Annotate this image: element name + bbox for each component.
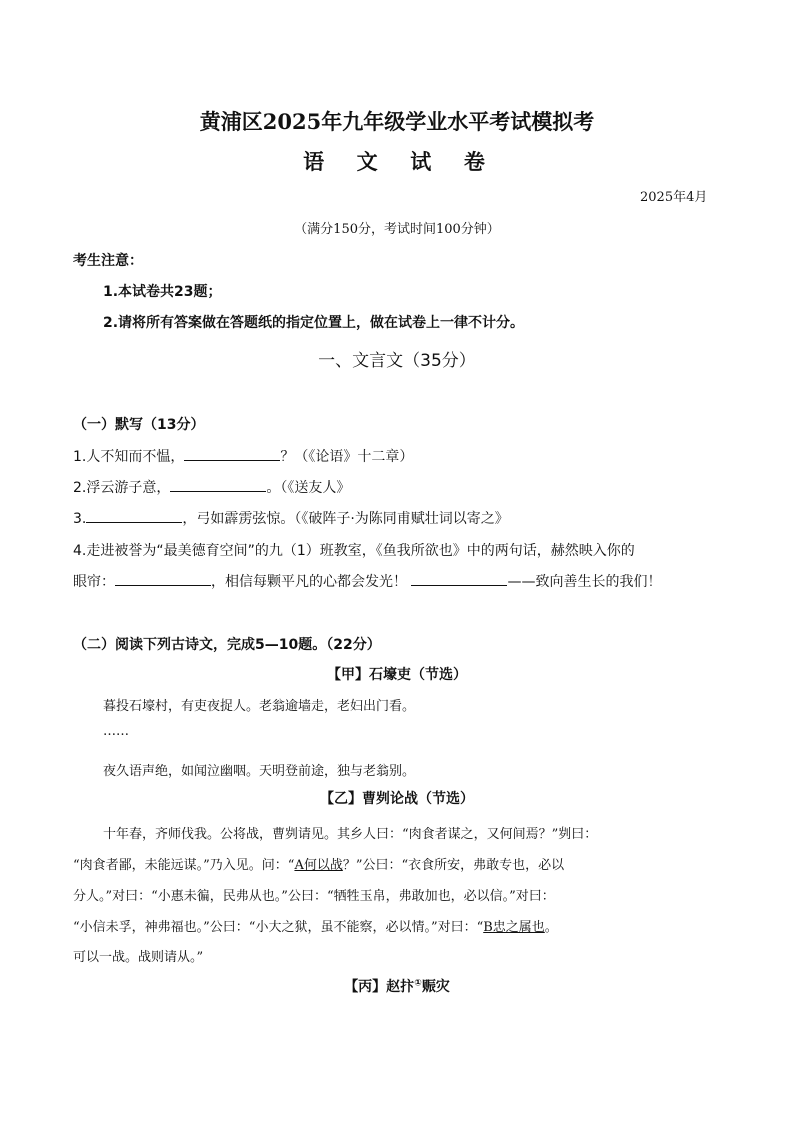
text-yi-line-1: 十年春，齐师伐我。公将战，曹刿请见。其乡人曰：“肉食者谋之，又何间焉？”刿曰： <box>103 827 598 842</box>
section-title: 一、文言文（35分） <box>318 351 476 371</box>
question-1-source: ？（《论语》十二章） <box>280 449 414 465</box>
text-jia-line-2: 夜久语声绝，如闻泣幽咽。天明登前途，独与老翁别。 <box>103 764 416 779</box>
underlined-phrase-b: B忠之属也 <box>483 920 545 935</box>
text-bing-title-a: 【丙】赵抃 <box>344 979 415 995</box>
text-yi-title: 【乙】曹刿论战（节选） <box>320 791 474 807</box>
text-jia-ellipsis: …… <box>103 724 129 739</box>
text-yi-line-4 <box>73 916 558 935</box>
notice-heading: 考生注意： <box>73 253 143 269</box>
question-3-source: ，弓如霹雳弦惊。（《破阵子·为陈同甫赋壮词以寄之》 <box>182 511 509 527</box>
underlined-phrase-a: A何以战 <box>294 858 343 873</box>
text-yi-line-3: 分人。”对曰：“小惠未徧，民弗从也。”公曰：“牺牲玉帛，弗敢加也，必以信。”对曰： <box>73 889 555 904</box>
exam-date: 2025年4月 <box>640 190 708 205</box>
score-time-note: （满分150分，考试时间100分钟） <box>294 222 500 237</box>
text-jia-line-1: 暮投石壕村，有吏夜捉人。老翁逾墙走，老妇出门看。 <box>103 699 416 714</box>
answer-blank <box>115 571 211 586</box>
answer-blank <box>184 446 280 461</box>
text-yi-line-5: 可以一战。战则请从。” <box>73 950 204 965</box>
question-1-prompt: 1.人不知而不愠， <box>73 449 185 465</box>
text-bing-title <box>0 976 794 996</box>
answer-blank <box>86 508 182 523</box>
text-yi-line-2-b: ？”公曰：“衣食所安，弗敢专也，必以 <box>342 858 565 873</box>
part2-heading: （二）阅读下列古诗文，完成5—10题。（22分） <box>73 637 381 653</box>
question-2-prompt: 2.浮云游子意， <box>73 480 171 496</box>
text-yi-line-4-a: “小信未孚，神弗福也。”公曰：“小大之狱，虽不能察，必以情。”对曰：“ <box>73 920 484 935</box>
answer-blank <box>411 571 507 586</box>
notice-item-1: 1.本试卷共23题； <box>103 284 222 300</box>
footnote-marker: ① <box>414 978 422 989</box>
question-3 <box>73 508 509 528</box>
text-yi-line-4-b: 。 <box>544 920 558 935</box>
notice-item-2: 2.请将所有答案做在答题纸的指定位置上，做在试卷上一律不计分。 <box>103 315 525 331</box>
question-4-middle: ，相信每颗平凡的心都会发光！ <box>211 574 407 590</box>
question-4-line-2 <box>73 571 661 591</box>
text-yi-line-2-a: “肉食者鄙，未能远谋。”乃入见。问：“ <box>73 858 295 873</box>
text-jia-title: 【甲】石壕吏（节选） <box>327 667 467 683</box>
question-4-end: ——致向善生长的我们！ <box>507 574 662 590</box>
exam-subject: 语 文 试 卷 <box>303 149 491 174</box>
question-4-prompt: 眼帘： <box>73 574 115 590</box>
text-yi-line-2 <box>73 854 564 873</box>
question-3-number: 3. <box>73 511 87 527</box>
question-2-source: 。（《送友人》 <box>266 480 351 496</box>
exam-title: 黄浦区2025年九年级学业水平考试模拟考 <box>199 109 595 134</box>
part1-heading: （一）默写（13分） <box>73 417 205 433</box>
question-2 <box>73 477 350 497</box>
text-bing-title-b: 赈灾 <box>421 979 450 995</box>
question-1 <box>73 446 413 466</box>
question-4-line-1: 4.走进被誉为“最美德育空间”的九（1）班教室，《鱼我所欲也》中的两句话，赫然映入你的 <box>73 543 635 559</box>
answer-blank <box>170 477 266 492</box>
